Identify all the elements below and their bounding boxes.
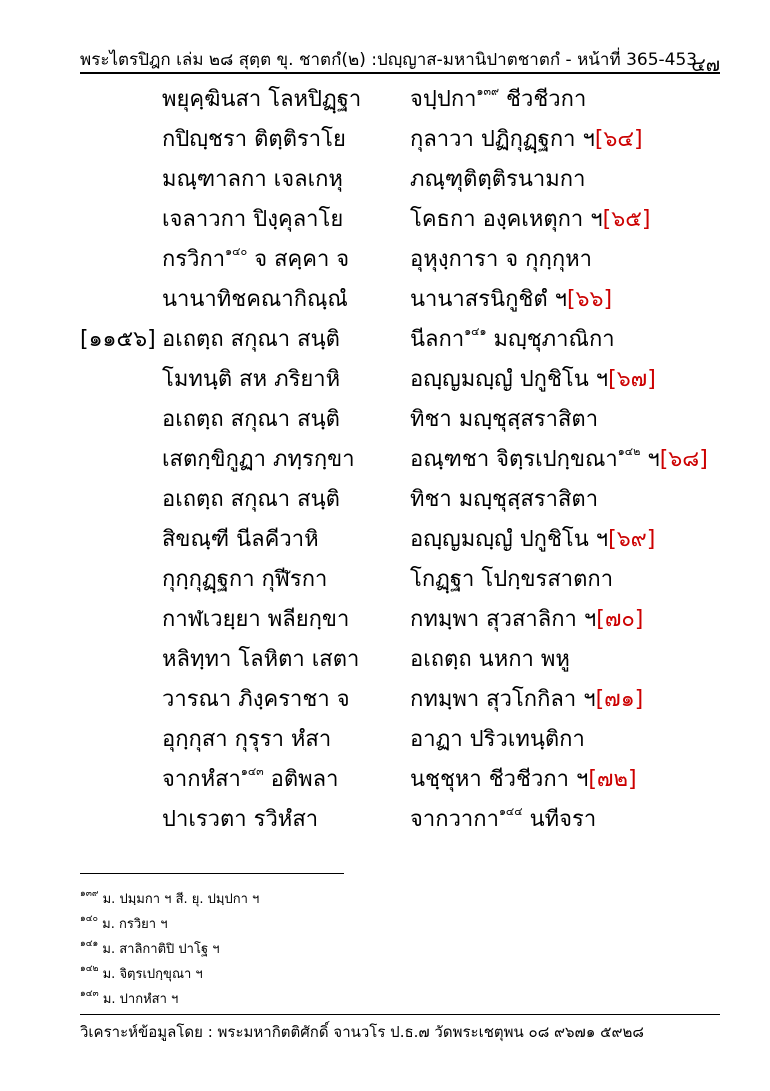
verse-row <box>0 600 770 640</box>
verse-first-text: วารณา ภิงฺคราชา จ <box>162 687 350 712</box>
header-title: พระไตรปิฎก เล่ม ๒๘ สุตฺต ขุ. ชาตกํ(๒) :ปญฺญาส-มหานิปาตชาตกํ - หน้าที่ 365-453 <box>80 50 698 70</box>
verse-second-text: นชฺชุหา ชีวชีวกา ฯ <box>410 767 589 792</box>
verse-first-line <box>162 600 349 640</box>
verse-tag: [๗๐] <box>596 607 644 632</box>
verse-second-tail: นทีจรา <box>522 807 597 832</box>
verse-second-line <box>410 760 637 800</box>
verse-first-text: อุกฺกุสา กุรุรา หํสา <box>162 727 332 752</box>
verse-row <box>0 120 770 160</box>
verse-row <box>0 80 770 120</box>
verse-first-line <box>162 200 343 240</box>
verse-second-text: กทมฺพา สุวโกกิลา ฯ <box>410 687 596 712</box>
verse-first-line <box>162 320 340 360</box>
verse-row <box>0 320 770 360</box>
verse-row <box>0 160 770 200</box>
verse-list <box>0 80 770 840</box>
verse-second-text: อญฺญมญฺญํ ปกูชิโน ฯ <box>410 527 609 552</box>
verse-tag: [๗๒] <box>588 767 637 792</box>
page-footer: วิเคราะห์ข้อมูลโดย : พระมหากิตติศักดิ์ จานวโร ป.ธ.๗ วัดพระเชตุพน ๐๘ ๙๖๗๑ ๕๙๒๘ <box>80 1023 644 1041</box>
verse-first-text: โมทนฺติ สห ภริยาหิ <box>162 367 341 392</box>
verse-first-text: หลิทฺทา โลหิตา เสตา <box>162 647 360 672</box>
verse-second-text: กุลาวา ปฏิกุฏฺฐกา ฯ <box>410 127 595 152</box>
verse-first-line <box>162 640 359 680</box>
verse-second-text: นานาสรนิกูชิตํ ฯ <box>410 287 567 312</box>
verse-row <box>0 240 770 280</box>
verse-first-text: กรวิกา <box>162 247 226 272</box>
verse-row <box>0 640 770 680</box>
verse-second-text: นีลกา <box>410 327 465 352</box>
verse-second-text: อเถตฺถ นหกา พหู <box>410 647 570 672</box>
verse-first-text: อเถตฺถ สกุณา สนฺติ <box>162 487 340 512</box>
verse-second-line <box>410 640 570 680</box>
footnote-number: ๑๔๑ <box>80 939 99 949</box>
verse-second-text: ทิชา มญฺชุสฺสราสิตา <box>410 487 599 512</box>
footnote-text: ม. ปมฺมกา ฯ สี. ยุ. ปมฺปกา ฯ <box>102 892 260 907</box>
verse-second-line <box>410 560 613 600</box>
verse-first-text: เจลาวกา ปิงฺคุลาโย <box>162 207 344 232</box>
verse-first-tail: อติพลา <box>263 767 339 792</box>
verse-first-line <box>162 720 331 760</box>
verse-second-line <box>410 80 586 120</box>
footnote-item <box>80 887 720 912</box>
footnote-text: ม. สาลิกาติปิ ปาโฐ ฯ <box>102 942 220 957</box>
footnote-ref: ๑๔๓ <box>240 765 264 778</box>
verse-first-line <box>162 80 361 120</box>
verse-tag: [๖๕] <box>602 207 651 232</box>
verse-first-line <box>162 680 350 720</box>
verse-first-text: กปิญฺชรา ติตฺติราโย <box>162 127 346 152</box>
footnote-list <box>80 887 720 1012</box>
verse-second-line <box>410 280 612 320</box>
verse-first-text: พยุคฺฆินสา โลหปิฏฺฐา <box>162 87 362 112</box>
verse-first-line <box>162 440 355 480</box>
verse-number: [๑๑๕๖] <box>80 327 156 352</box>
verse-second-line <box>410 520 655 560</box>
verse-second-line <box>410 600 643 640</box>
verse-first-text: ปาเรวตา รวิหํสา <box>162 807 319 832</box>
verse-second-text: จปฺปกา <box>410 87 477 112</box>
verse-row <box>0 800 770 840</box>
verse-first-line <box>162 560 327 600</box>
verse-first-line <box>162 360 340 400</box>
verse-second-line <box>410 680 643 720</box>
verse-first-line <box>162 240 349 280</box>
verse-first-text: สิขณฺฑี นีลคีวาหิ <box>162 527 319 552</box>
verse-second-text: อุหุงฺการา จ กุกฺกุหา <box>410 247 592 272</box>
verse-tag: [๖๘] <box>659 447 708 472</box>
footnote-text: ม. กรวิยา ฯ <box>102 917 168 932</box>
verse-second-line <box>410 360 656 400</box>
verse-second-line <box>410 480 598 520</box>
verse-row <box>0 480 770 520</box>
verse-first-text: จากหํสา <box>162 767 241 792</box>
verse-tag: [๖๗] <box>608 367 656 392</box>
verse-second-line <box>410 120 643 160</box>
verse-second-line <box>410 440 708 480</box>
verse-second-line <box>410 320 615 360</box>
verse-tag: [๖๙] <box>608 527 656 552</box>
footnote-ref: ๑๔๒ <box>617 445 641 458</box>
verse-first-text: กุกฺกุฏฺฐกา กุฬีรกา <box>162 567 328 592</box>
verse-second-line <box>410 160 585 200</box>
verse-first-line <box>162 480 340 520</box>
verse-tag: [๗๑] <box>595 687 644 712</box>
verse-second-text: อณฺฑชา จิตฺรเปกฺขณา <box>410 447 618 472</box>
page-header <box>80 38 720 76</box>
footnote-ref: ๑๔๑ <box>464 325 487 338</box>
footnote-ref: ๑๔๐ <box>225 245 248 258</box>
footnote-item <box>80 987 720 1012</box>
verse-second-text: กทมฺพา สุวสาลิกา ฯ <box>410 607 597 632</box>
verse-second-line <box>410 720 585 760</box>
verse-second-text: อญฺญมญฺญํ ปกูชิโน ฯ <box>410 367 609 392</box>
verse-second-line <box>410 200 650 240</box>
verse-second-line <box>410 400 598 440</box>
verse-tag: [๖๖] <box>566 287 613 312</box>
footnote-number: ๑๔๒ <box>80 964 99 974</box>
verse-first-text: อเถตฺถ สกุณา สนฺติ <box>162 407 340 432</box>
verse-row <box>0 360 770 400</box>
verse-second-tail: ฯ <box>640 447 660 472</box>
footnote-ref: ๑๔๔ <box>498 805 523 818</box>
footnote-number: ๑๔๓ <box>80 989 99 999</box>
verse-first-line <box>162 120 346 160</box>
verse-second-text: โกฏฺฐา โปกฺขรสาตกา <box>410 567 614 592</box>
verse-second-text: โคธกา องฺคเหตุกา ฯ <box>410 207 603 232</box>
verse-first-line <box>162 160 343 200</box>
footnote-number: ๑๔๐ <box>80 914 99 924</box>
verse-second-text: ทิชา มญฺชุสฺสราสิตา <box>410 407 599 432</box>
verse-tag: [๖๔] <box>594 127 643 152</box>
verse-second-text: จากวากา <box>410 807 499 832</box>
page-number: ๔๗ <box>691 54 720 76</box>
verse-first-line <box>162 760 339 800</box>
verse-first-text: อเถตฺถ สกุณา สนฺติ <box>162 327 340 352</box>
header-divider <box>80 72 720 74</box>
verse-row <box>0 200 770 240</box>
verse-second-line <box>410 240 592 280</box>
footnote-number: ๑๓๙ <box>80 889 99 899</box>
verse-first-tail: จ สคฺคา จ <box>247 247 350 272</box>
verse-first-text: นานาทิชคณากิณฺณํ <box>162 287 348 312</box>
verse-second-line <box>410 800 596 840</box>
verse-first-line <box>162 400 340 440</box>
footnote-ref: ๑๓๙ <box>476 85 500 98</box>
verse-row <box>0 760 770 800</box>
verse-first-line <box>162 280 348 320</box>
verse-first-line <box>162 800 318 840</box>
verse-first-text: มณฺฑาลกา เจลเกหุ <box>162 167 343 192</box>
verse-row <box>0 280 770 320</box>
verse-second-text: อาฏา ปริวเทนฺติกา <box>410 727 585 752</box>
footnote-item <box>80 912 720 937</box>
verse-second-tail: ชีวชีวกา <box>499 87 587 112</box>
footnote-item <box>80 937 720 962</box>
footnote-text: ม. จิตฺรเปกฺขุณา ฯ <box>102 967 203 982</box>
footnote-divider <box>80 873 344 874</box>
verse-row <box>0 400 770 440</box>
verse-row <box>0 720 770 760</box>
verse-first-line <box>162 520 319 560</box>
verse-row <box>0 440 770 480</box>
footnote-item <box>80 962 720 987</box>
verse-first-text: เสตกฺขิกูฏา ภทฺรกฺขา <box>162 447 355 472</box>
verse-second-text: ภณฺฑุติตฺติรนามกา <box>410 167 586 192</box>
verse-first-text: กาฬเวยฺยา พลียกฺขา <box>162 607 350 632</box>
verse-row <box>0 560 770 600</box>
verse-row <box>0 680 770 720</box>
verse-row <box>0 520 770 560</box>
footer-divider <box>80 1014 720 1015</box>
footnote-text: ม. ปากหํสา ฯ <box>102 992 179 1007</box>
verse-second-tail: มญฺชุภาณิกา <box>486 327 615 352</box>
